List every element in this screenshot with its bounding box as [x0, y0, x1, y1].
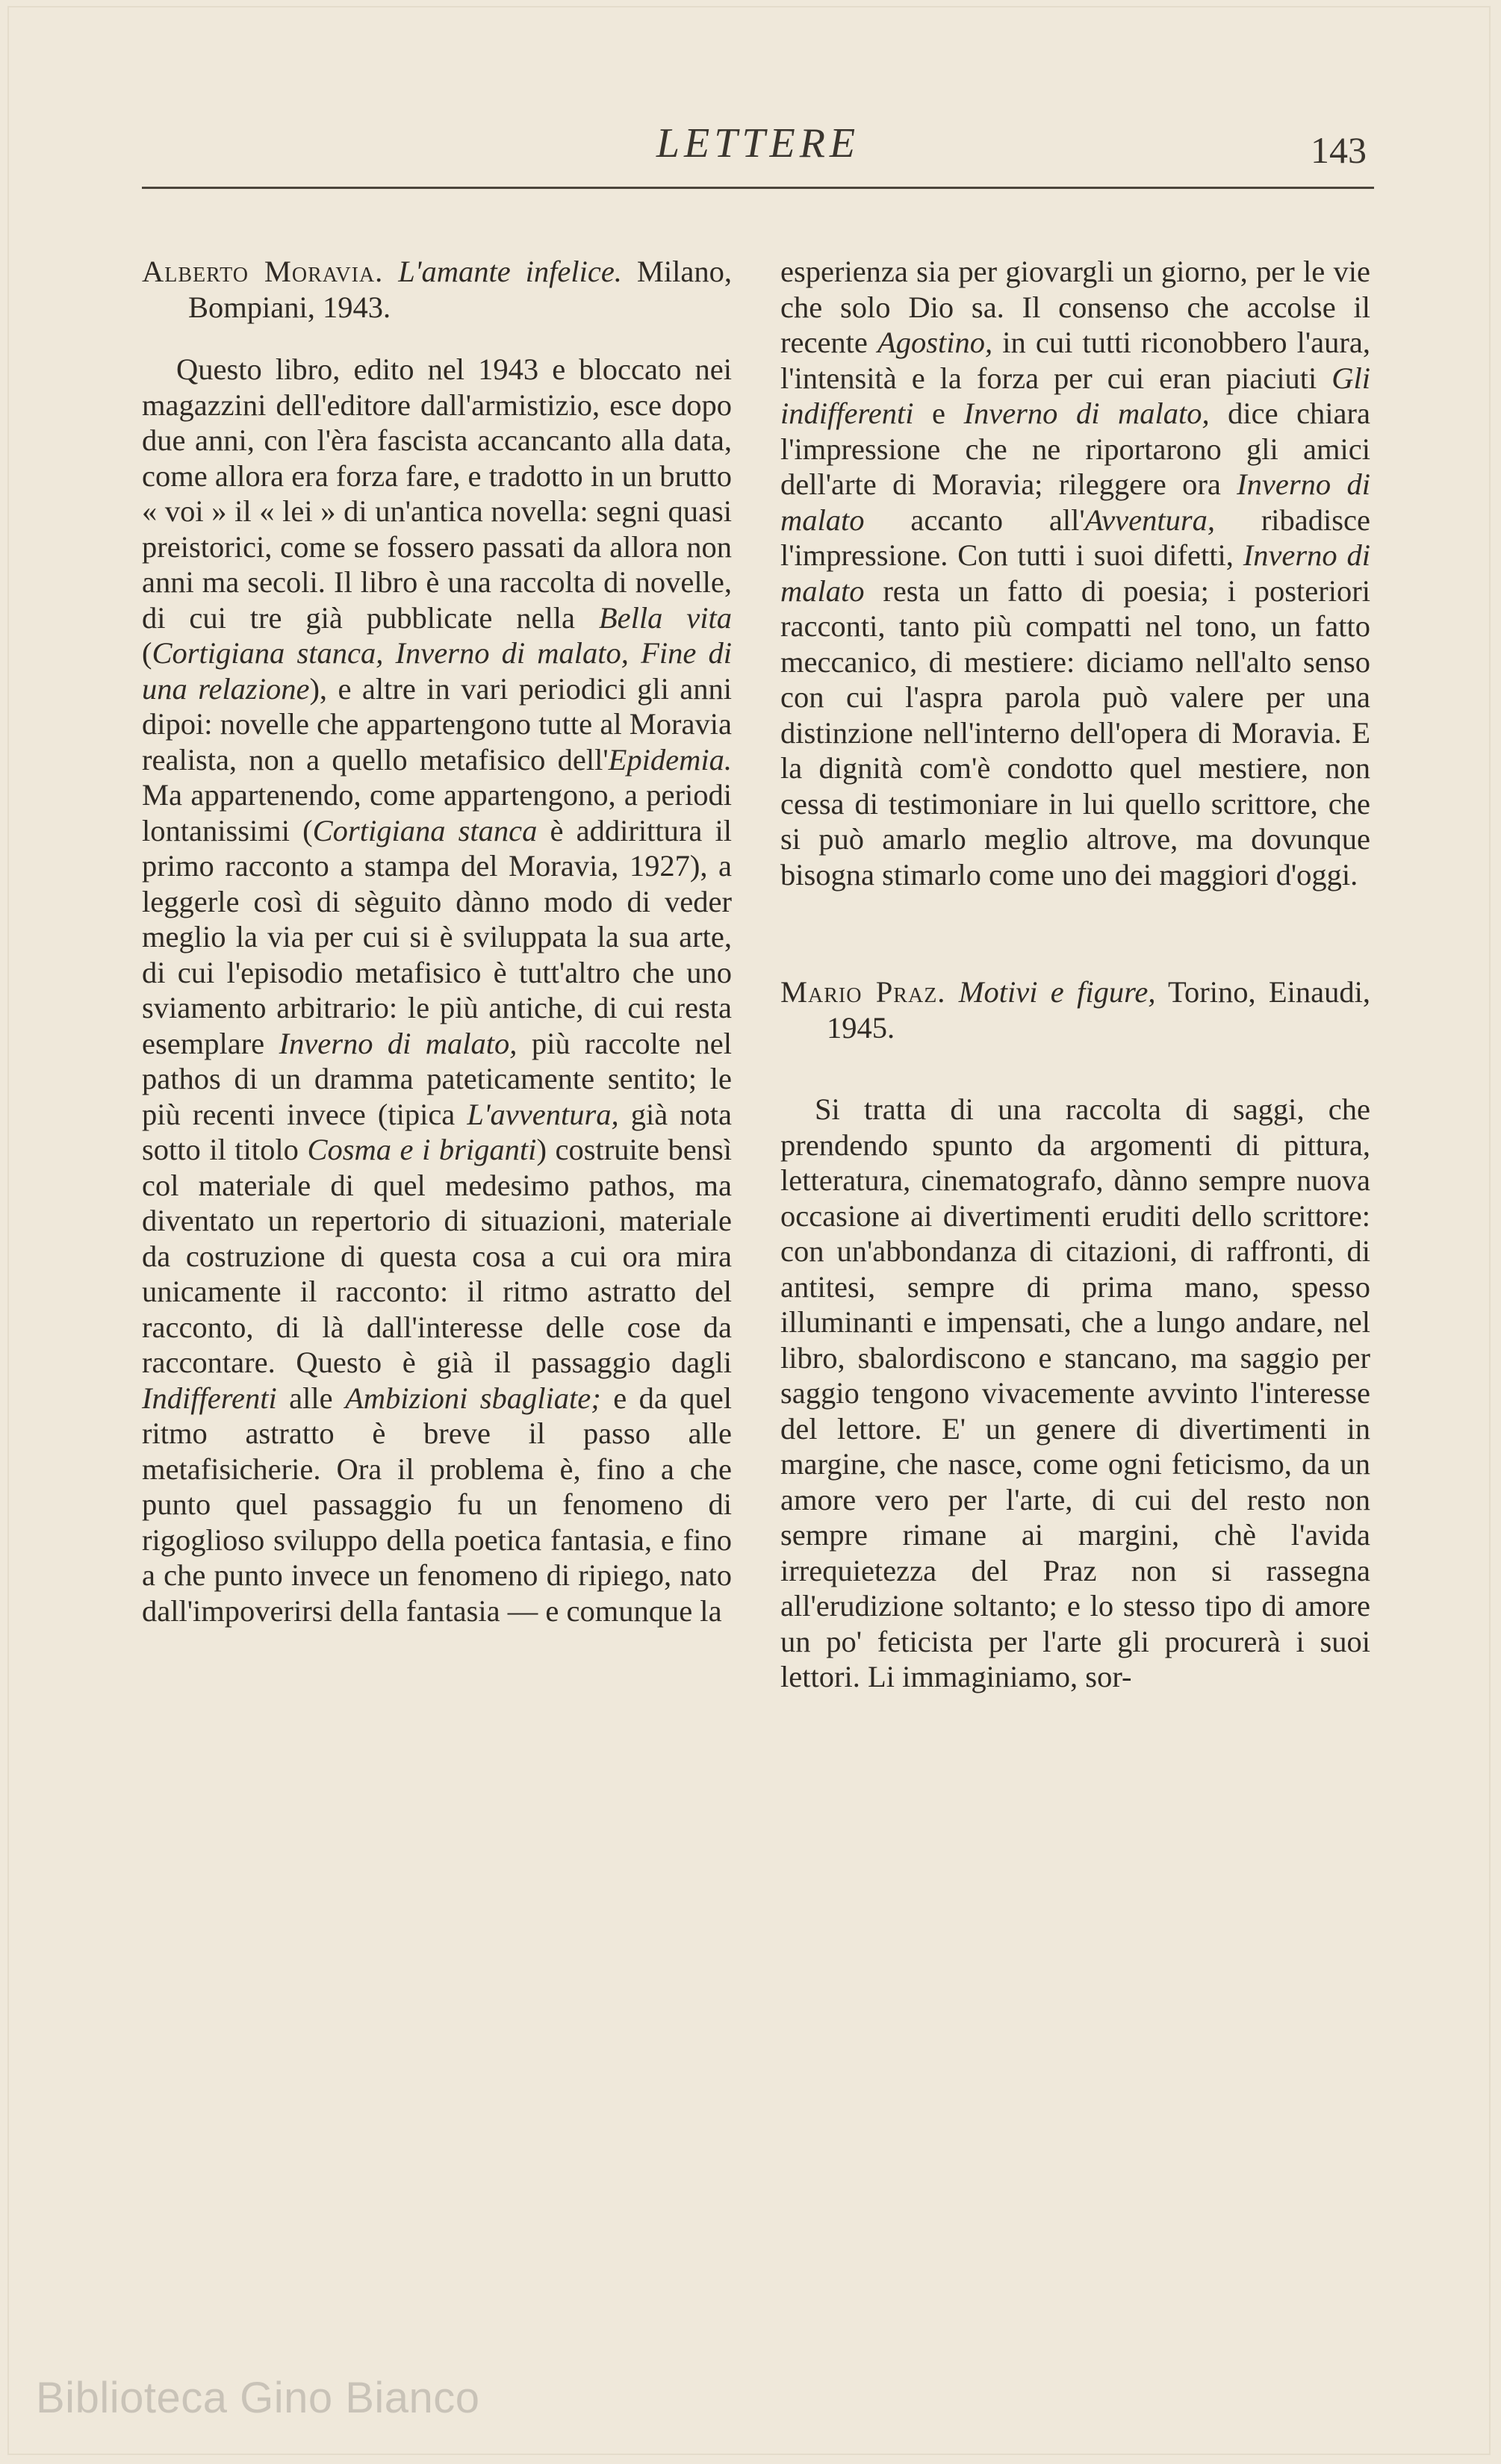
running-title: LETTERE [656, 120, 860, 167]
page-number: 143 [1311, 129, 1367, 171]
italic-title: Inverno di malato, [963, 396, 1210, 430]
italic-title: Indifferenti [142, 1381, 277, 1415]
italic-title: Bella vita [598, 600, 732, 635]
italic-title: Avventura, [1084, 503, 1215, 537]
text-run: ( [142, 636, 152, 670]
text-run: già nota sotto il titolo [142, 1097, 732, 1166]
header-rule [142, 187, 1374, 189]
text-run: esperienza sia per giovargli un giorno, per le vie che solo Dio sa. Il consenso che accolse il recente [780, 255, 1370, 359]
review-heading-moravia [142, 254, 732, 325]
text-run: accanto all' [864, 503, 1085, 537]
italic-title: L'avventura, [467, 1097, 619, 1131]
review-paragraph [142, 352, 732, 1628]
italic-title: Gli indifferenti [780, 361, 1370, 430]
review-book-title: Motivi e figure, [958, 975, 1156, 1009]
text-run: Ma appartenendo, come appartengono, a periodi lontanissimi ( [142, 778, 732, 847]
left-column [142, 254, 732, 1628]
text-run: ), e altre in vari periodici gli anni dipoi: novelle che appartengono tutte al Moravia realista, non a quello metafisico dell' [142, 671, 732, 777]
text-run: resta un fatto di poesia; i posteriori racconti, tanto più compatti nel tono, un fatto meccanico, di mestiere: diciamo nell'alto senso con cui l'aspra parola può valere per una distinzione nell'interno dell'opera di Moravia. E la dignità com'è condotto quel mestiere, non cessa di testimoniare in lui quello scrittore, che si può amarlo meglio altrove, ma dovunque bisogna stimarlo come uno dei maggiori d'oggi. [780, 573, 1370, 892]
italic-title: Ambizioni sbagliate; [345, 1381, 601, 1415]
right-column [780, 254, 1370, 1695]
text-run: Questo libro, edito nel 1943 e bloccato nei magazzini dell'editore dall'armistizio, esce dopo due anni, con l'èra fascista accancanto alla data, come allora era forza fare, e tradotto in un brutto « voi » il « lei » di un'antica novella: segni quasi preistorici, come se fossero passati da allora non anni ma secoli. Il libro è una raccolta di novelle, di cui tre già pubblicate nella [142, 352, 732, 635]
review-book-title: L'amante infelice. [398, 255, 622, 288]
library-watermark: Biblioteca Gino Bianco [36, 2374, 480, 2422]
review-heading-praz [780, 974, 1370, 1045]
italic-title: Inverno di malato, [279, 1026, 518, 1060]
review-paragraph-continued [780, 254, 1370, 892]
review-publisher: Milano, Bompiani, 1943. [188, 255, 733, 324]
italic-title: Inverno di malato [780, 538, 1370, 608]
italic-title: Epidemia. [608, 742, 732, 777]
text-run: e [913, 396, 964, 430]
page-header [142, 112, 1374, 194]
text-run: in cui tutti riconobbero l'aura, l'intensità e la forza per cui eran piaciuti [780, 326, 1370, 395]
text-run: ribadisce l'impressione. Con tutti i suoi difetti, [780, 503, 1370, 572]
review-publisher: Torino, Einaudi, 1945. [827, 975, 1370, 1045]
review-author: Alberto Moravia. [142, 255, 384, 288]
italic-title: Cosma e i briganti [307, 1133, 537, 1166]
text-run: alle [276, 1381, 346, 1415]
text-run: ) costruite bensì col materiale di quel medesimo pathos, ma diventato un repertorio di situazioni, materiale da costruzione di questa cosa a cui ora mira unicamente il racconto: il ritmo astratto del racconto, di là dall'interesse delle cose da raccontare. Questo è già il passaggio dagli [142, 1133, 732, 1379]
italic-title: Cortigiana stanca [312, 813, 538, 847]
section-gap [780, 892, 1370, 974]
italic-title: Agostino, [877, 326, 993, 359]
text-run: dice chiara l'impressione che ne riportarono gli amici dell'arte di Moravia; rileggere ora [780, 396, 1370, 501]
text-run: più raccolte nel pathos di un dramma pateticamente sentito; le più recenti invece (tipica [142, 1026, 732, 1131]
review-author: Mario Praz. [780, 975, 946, 1009]
review-paragraph: Si tratta di una raccolta di saggi, che prendendo spunto da argomenti di pittura, letteratura, cinematografo, dànno sempre nuova occasione ai divertimenti eruditi dello scrittore: con un'abbondanza di citazioni, di raffronti, di antitesi, sempre di prima mano, spesso illuminanti e impensati, che a lungo andare, nel libro, sbalordiscono e stancano, ma saggio per saggio tengono vivacemente avvinto l'interesse del lettore. E' un genere di divertimenti in margine, che nasce, come ogni feticismo, da un amore vero per l'arte, di cui del resto non sempre rimane ai margini, chè l'avida irrequietezza del Praz non si rassegna all'erudizione soltanto; e lo stesso tipo di amore un po' feticista per l'arte gli procurerà i suoi lettori. Li immaginiamo, sor- [780, 1092, 1370, 1693]
italic-title: Inverno di malato [780, 467, 1370, 537]
text-run: è addirittura il primo racconto a stampa del Moravia, 1927), a leggerle così di sèguito dànno modo di veder meglio la via per cui si è sviluppata la sua arte, di cui l'episodio metafisico è tutt'altro che uno sviamento arbitrario: le più antiche, di cui resta esemplare [142, 813, 733, 1060]
text-run: e da quel ritmo astratto è breve il passo alle metafisicherie. Ora il problema è, fino a che punto quel passaggio fu un fenomeno di rigoglioso sviluppo della poetica fantasia, e fino a che punto invece un fenomeno di ripiego, nato dall'impoverirsi della fantasia — e comunque la [142, 1381, 732, 1628]
italic-title: Cortigiana stanca, Inverno di malato, Fine di una relazione [142, 636, 732, 706]
